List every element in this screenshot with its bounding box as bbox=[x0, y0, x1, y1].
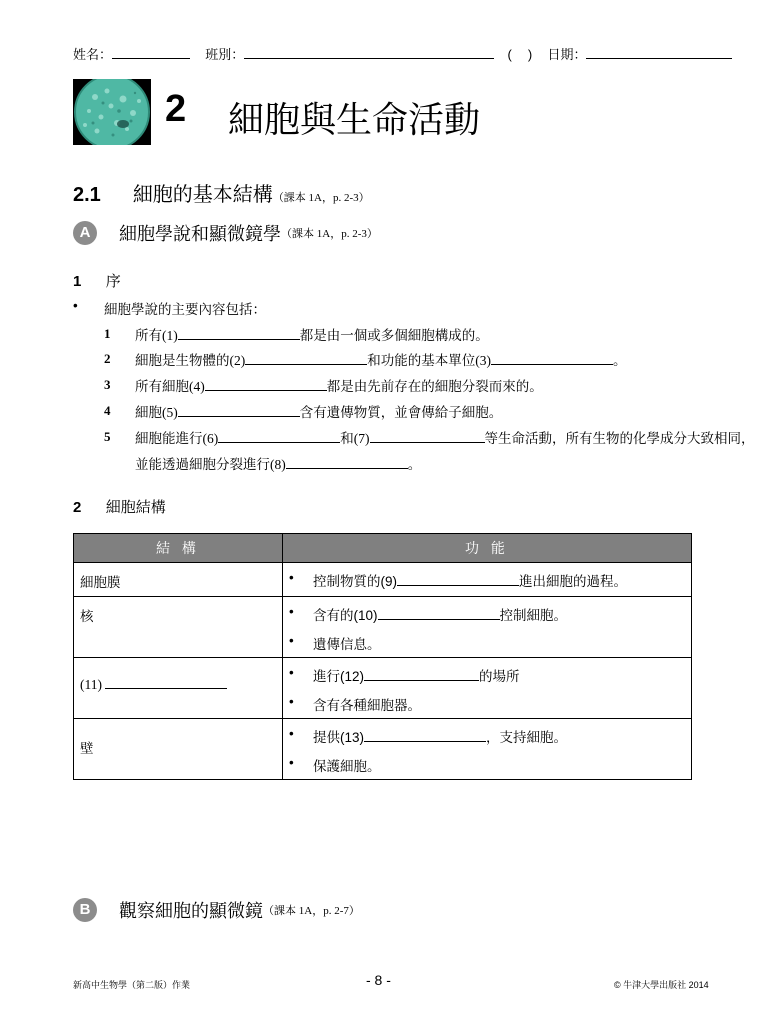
item-number: 2 bbox=[104, 351, 111, 366]
function-item: • 含有各種細胞器。 bbox=[283, 694, 691, 714]
item-text: 所有細胞(4) bbox=[135, 379, 205, 394]
chapter-title: 細胞與生命活動 bbox=[228, 99, 481, 140]
subsection-a-ref: （課本 1A，p. 2-3） bbox=[281, 228, 378, 240]
item-number: 4 bbox=[104, 403, 111, 418]
table-header-function: 功 能 bbox=[283, 534, 692, 563]
page-number: - 8 - bbox=[366, 972, 391, 988]
section-heading bbox=[73, 178, 370, 207]
answer-blank-11[interactable] bbox=[105, 676, 227, 689]
structure-cell: (11) bbox=[74, 658, 282, 693]
date-label: 日期： bbox=[547, 47, 587, 62]
answer-blank-7[interactable] bbox=[370, 430, 485, 443]
subsection-b-badge: B bbox=[73, 898, 97, 922]
structure-cell: 細胞膜 bbox=[80, 575, 121, 590]
part2-title: 細胞結構 bbox=[105, 499, 166, 516]
item-text: 都是由一個或多個細胞構成的。 bbox=[299, 328, 489, 343]
item-text: 都是由先前存在的細胞分裂而來的。 bbox=[326, 379, 543, 394]
microscope-cells-icon bbox=[73, 79, 151, 145]
function-item: • 含有的(10) 控制細胞。 bbox=[283, 604, 691, 624]
item-text: 。 bbox=[407, 457, 422, 472]
answer-blank-2[interactable] bbox=[245, 352, 367, 365]
class-field[interactable] bbox=[244, 44, 494, 59]
item-text: 含有遺傳物質，並會傳給子細胞。 bbox=[299, 405, 503, 420]
part1-bullet-text: 細胞學說的主要內容包括： bbox=[104, 302, 266, 317]
section-title: 細胞的基本結構 bbox=[132, 184, 273, 206]
item-text: 細胞(5) bbox=[135, 405, 178, 420]
item-text: 並能透過細胞分裂進行(8) bbox=[135, 457, 286, 472]
answer-blank-8[interactable] bbox=[286, 456, 408, 469]
answer-blank-6[interactable] bbox=[218, 430, 340, 443]
item-text: 。 bbox=[613, 353, 627, 368]
part2-number: 2 bbox=[73, 499, 82, 516]
answer-blank-12[interactable] bbox=[364, 668, 479, 681]
footer-book-title: 新高中生物學（第二版）作業 bbox=[73, 980, 191, 990]
function-item: • 遺傳信息。 bbox=[283, 633, 691, 653]
table-row bbox=[74, 563, 692, 597]
subsection-b-title: 觀察細胞的顯微鏡 bbox=[119, 901, 263, 921]
paren-open: ( bbox=[507, 47, 512, 62]
part2-heading bbox=[73, 496, 166, 517]
item-text: 等生命活動，所有生物的化學成分大致相同， bbox=[484, 431, 755, 446]
item-number: 1 bbox=[104, 326, 111, 341]
subsection-a-badge: A bbox=[73, 221, 97, 245]
name-label: 姓名： bbox=[73, 47, 113, 62]
answer-blank-9[interactable] bbox=[397, 573, 519, 586]
structure-cell: 核 bbox=[80, 609, 94, 624]
item-text: 細胞是生物體的(2) bbox=[135, 353, 246, 368]
table-row bbox=[74, 719, 692, 780]
function-item: • 提供(13) ，支持細胞。 bbox=[283, 726, 691, 746]
table-row bbox=[74, 597, 692, 658]
header-fields bbox=[73, 44, 696, 63]
answer-blank-3[interactable] bbox=[491, 352, 613, 365]
section-number: 2.1 bbox=[73, 184, 101, 206]
subsection-a-title: 細胞學說和顯微鏡學 bbox=[119, 224, 281, 244]
answer-blank-10[interactable] bbox=[378, 607, 500, 620]
subsection-a-heading bbox=[73, 220, 378, 246]
date-field[interactable] bbox=[586, 44, 732, 59]
item-text: 細胞能進行(6) bbox=[135, 431, 219, 446]
answer-blank-5[interactable] bbox=[178, 404, 300, 417]
footer-copyright: © 牛津大學出版社 2014 bbox=[614, 980, 709, 990]
function-item: • 進行(12) 的場所 bbox=[283, 665, 691, 685]
table-row bbox=[74, 658, 692, 719]
item-text: 和(7) bbox=[340, 431, 370, 446]
answer-blank-13[interactable] bbox=[364, 729, 486, 742]
section-ref: （課本 1A，p. 2-3） bbox=[272, 192, 370, 204]
class-label: 班別： bbox=[205, 47, 245, 62]
part1-heading bbox=[73, 270, 121, 291]
item-text: 所有(1) bbox=[135, 328, 178, 343]
part1-number: 1 bbox=[73, 273, 82, 290]
cell-structure-table bbox=[73, 533, 692, 780]
chapter-number: 2 bbox=[165, 88, 187, 130]
function-item: • 保護細胞。 bbox=[283, 755, 691, 775]
subsection-b-heading bbox=[73, 897, 360, 923]
answer-blank-1[interactable] bbox=[178, 327, 300, 340]
function-item: • 控制物質的(9) 進出細胞的過程。 bbox=[283, 570, 691, 590]
subsection-b-ref: （課本 1A，p. 2-7） bbox=[263, 905, 360, 917]
paren-close: ) bbox=[527, 47, 533, 62]
item-number: 5 bbox=[104, 429, 111, 444]
name-field[interactable] bbox=[112, 44, 190, 59]
answer-blank-4[interactable] bbox=[205, 378, 327, 391]
table-header-structure: 結 構 bbox=[74, 534, 283, 563]
structure-cell: 壁 bbox=[80, 741, 94, 756]
part1-title: 序 bbox=[105, 273, 121, 290]
item-text: 和功能的基本單位(3) bbox=[367, 353, 491, 368]
item-number: 3 bbox=[104, 377, 111, 392]
